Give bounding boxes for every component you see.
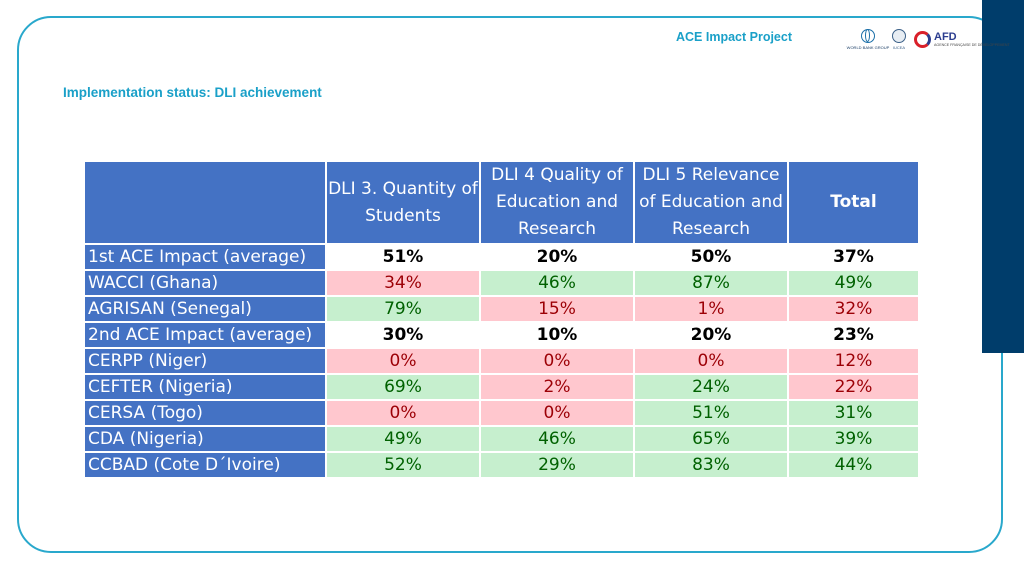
table-cell: 79% (327, 297, 479, 321)
header-cell-total: Total (789, 162, 918, 243)
table-cell: 49% (327, 427, 479, 451)
table-row (85, 453, 918, 477)
table-cell: 39% (789, 427, 918, 451)
table-cell: 69% (327, 375, 479, 399)
table-row (85, 375, 918, 399)
header-cell-label (85, 162, 325, 243)
row-label: 1st ACE Impact (average) (85, 245, 325, 269)
table-cell: 22% (789, 375, 918, 399)
row-label: WACCI (Ghana) (85, 271, 325, 295)
table-cell: 44% (789, 453, 918, 477)
table-cell: 0% (481, 349, 633, 373)
table-cell: 50% (635, 245, 787, 269)
table-cell: 51% (327, 245, 479, 269)
table-cell: 31% (789, 401, 918, 425)
table-cell: 12% (789, 349, 918, 373)
table-row (85, 323, 918, 347)
dli-achievement-table (83, 160, 920, 479)
table-cell: 0% (635, 349, 787, 373)
row-label: AGRISAN (Senegal) (85, 297, 325, 321)
table-cell: 23% (789, 323, 918, 347)
world-bank-logo: WORLD BANK GROUP (852, 29, 884, 50)
row-label: CCBAD (Cote D´Ivoire) (85, 453, 325, 477)
table-cell: 24% (635, 375, 787, 399)
seal-icon (892, 29, 906, 43)
table-row (85, 271, 918, 295)
header-cell-dli5: DLI 5 Relevance of Education and Research (635, 162, 787, 243)
table-cell: 0% (327, 401, 479, 425)
table-row (85, 427, 918, 451)
header-cell-dli4: DLI 4 Quality of Education and Research (481, 162, 633, 243)
table-cell: 10% (481, 323, 633, 347)
table-cell: 29% (481, 453, 633, 477)
table-cell: 37% (789, 245, 918, 269)
table-cell: 87% (635, 271, 787, 295)
table-header-row (85, 162, 918, 243)
row-label: CEFTER (Nigeria) (85, 375, 325, 399)
header-cell-dli3: DLI 3. Quantity of Students (327, 162, 479, 243)
table-cell: 0% (327, 349, 479, 373)
table-cell: 52% (327, 453, 479, 477)
table-cell: 30% (327, 323, 479, 347)
table-row (85, 297, 918, 321)
table-cell: 83% (635, 453, 787, 477)
table-cell: 51% (635, 401, 787, 425)
table-cell: 20% (481, 245, 633, 269)
table-row (85, 349, 918, 373)
iucea-logo: IUCEA (890, 29, 908, 50)
table-cell: 46% (481, 427, 633, 451)
table-cell: 15% (481, 297, 633, 321)
project-title: ACE Impact Project (676, 30, 793, 44)
slide-subtitle: Implementation status: DLI achievement (63, 85, 322, 100)
table-cell: 0% (481, 401, 633, 425)
table-cell: 65% (635, 427, 787, 451)
partner-logos (846, 26, 1010, 52)
table-row (85, 401, 918, 425)
table-cell: 20% (635, 323, 787, 347)
table-cell: 34% (327, 271, 479, 295)
table-cell: 46% (481, 271, 633, 295)
row-label: 2nd ACE Impact (average) (85, 323, 325, 347)
table-cell: 1% (635, 297, 787, 321)
row-label: CDA (Nigeria) (85, 427, 325, 451)
table-cell: 49% (789, 271, 918, 295)
row-label: CERSA (Togo) (85, 401, 325, 425)
table-cell: 32% (789, 297, 918, 321)
afd-logo: AFD AGENCE FRANÇAISE DE DÉVELOPPEMENT (914, 31, 1010, 48)
afd-ring-icon (914, 31, 931, 48)
side-accent-bar (982, 0, 1024, 353)
globe-icon (861, 29, 875, 43)
table-row (85, 245, 918, 269)
row-label: CERPP (Niger) (85, 349, 325, 373)
table-cell: 2% (481, 375, 633, 399)
